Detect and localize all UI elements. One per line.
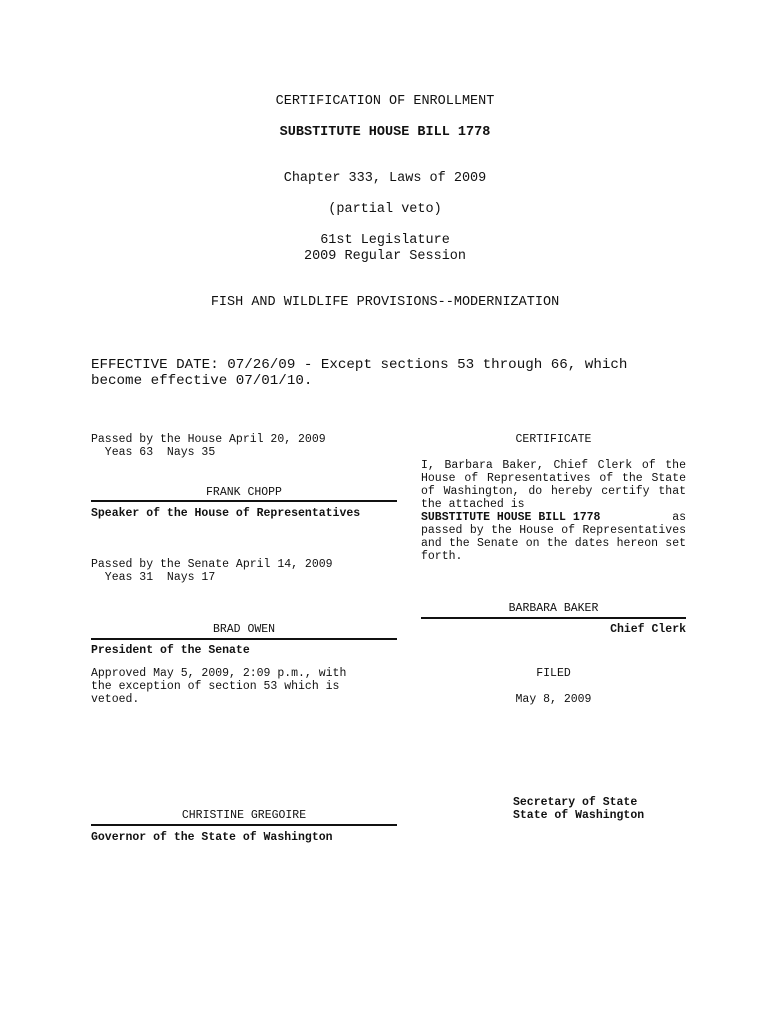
clerk-name: BARBARA BAKER bbox=[508, 602, 599, 615]
governor-title: Governor of the State of Washington bbox=[91, 831, 333, 844]
president-signature-line bbox=[91, 638, 397, 640]
governor-signature-line bbox=[91, 824, 397, 826]
house-votes: Yeas 63 Nays 35 bbox=[91, 446, 216, 459]
effective-date-line-2: become effective 07/01/10. bbox=[91, 373, 313, 389]
session-line: 2009 Regular Session bbox=[303, 249, 467, 264]
certificate-bill: SUBSTITUTE HOUSE BILL 1778 bbox=[421, 511, 601, 524]
bill-title: SUBSTITUTE HOUSE BILL 1778 bbox=[279, 125, 491, 140]
certificate-text-2: passed by the House of Representatives and the Senate on the dates hereon set forth. bbox=[421, 524, 686, 563]
approved-line-3: vetoed. bbox=[91, 693, 140, 706]
speaker-signature-line bbox=[91, 500, 397, 502]
approved-line-1: Approved May 5, 2009, 2:09 p.m., with bbox=[91, 667, 347, 680]
house-passed: Passed by the House April 20, 2009 bbox=[91, 433, 326, 446]
certificate-text-1: I, Barbara Baker, Chief Clerk of the House of Representatives of the State of Washington, do hereby certify that the attached is bbox=[421, 459, 686, 511]
certification-heading: CERTIFICATION OF ENROLLMENT bbox=[275, 94, 495, 109]
effective-date-line-1: EFFECTIVE DATE: 07/26/09 - Except sections 53 through 66, which bbox=[91, 357, 628, 373]
legislature-line: 61st Legislature bbox=[320, 233, 450, 248]
president-title: President of the Senate bbox=[91, 644, 250, 657]
partial-veto-line: (partial veto) bbox=[328, 202, 442, 217]
filed-date: May 8, 2009 bbox=[515, 693, 592, 706]
senate-votes: Yeas 31 Nays 17 bbox=[91, 571, 216, 584]
secretary-of-state: Secretary of State bbox=[513, 796, 638, 809]
approved-line-2: the exception of section 53 which is bbox=[91, 680, 340, 693]
speaker-name: FRANK CHOPP bbox=[206, 486, 282, 499]
clerk-signature-line bbox=[421, 617, 686, 619]
speaker-title: Speaker of the House of Representatives bbox=[91, 507, 361, 520]
chapter-line: Chapter 333, Laws of 2009 bbox=[283, 171, 487, 186]
certificate-as: as bbox=[672, 511, 686, 524]
filed-label: FILED bbox=[536, 667, 571, 680]
senate-passed: Passed by the Senate April 14, 2009 bbox=[91, 558, 333, 571]
subject-line: FISH AND WILDLIFE PROVISIONS--MODERNIZATION bbox=[210, 295, 560, 310]
state-of-washington: State of Washington bbox=[513, 809, 645, 822]
certificate-heading: CERTIFICATE bbox=[515, 433, 592, 446]
president-name: BRAD OWEN bbox=[212, 623, 276, 636]
clerk-title: Chief Clerk bbox=[610, 623, 686, 636]
governor-name: CHRISTINE GREGOIRE bbox=[181, 809, 307, 822]
